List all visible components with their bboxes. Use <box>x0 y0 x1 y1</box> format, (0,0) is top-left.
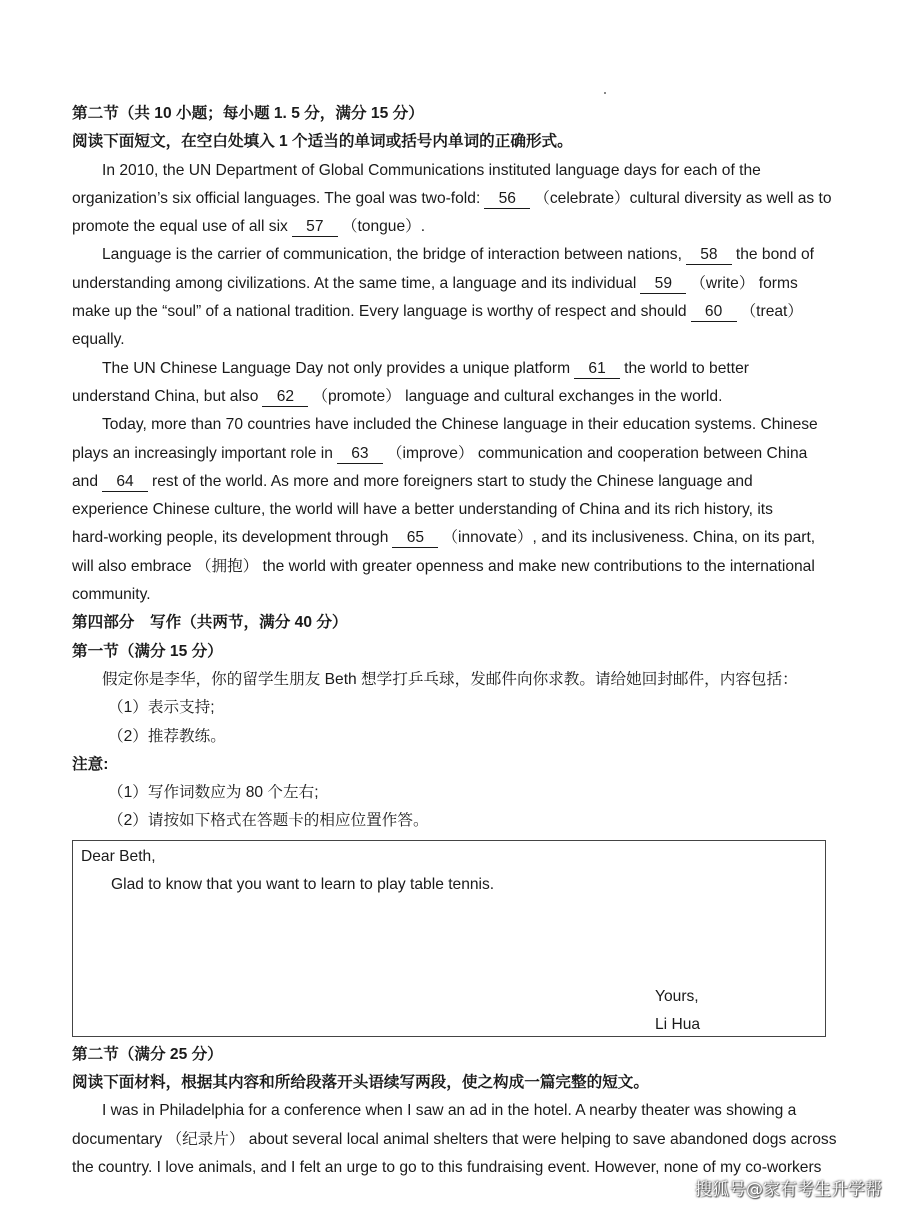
blank-65: 65 <box>392 529 438 548</box>
part4-section2-instruction: 阅读下面材料，根据其内容和所给段落开头语续写两段，使之构成一篇完整的短文。 <box>72 1074 649 1092</box>
story-line: documentary （纪录片） about several local animal shelters that were helping to save abandoned dogs across <box>72 1130 837 1148</box>
blank-60: 60 <box>691 303 737 322</box>
letter-signature: Li Hua <box>655 1015 701 1033</box>
part4-title: 第四部分 写作（共两节，满分 40 分） <box>72 614 348 632</box>
passage-line: The UN Chinese Language Day not only provides a unique platform 61 the world to better <box>102 359 749 377</box>
note-item: （2）请按如下格式在答题卡的相应位置作答。 <box>108 812 429 830</box>
passage-line: experience Chinese culture, the world will have a better understanding of China and its rich history, its <box>72 501 773 519</box>
passage-line: equally. <box>72 331 125 349</box>
blank-61: 61 <box>574 360 620 379</box>
passage-line: will also embrace （拥抱） the world with greater openness and make new contributions to the international <box>72 557 815 575</box>
blank-64: 64 <box>102 473 148 492</box>
passage-line: Today, more than 70 countries have included the Chinese language in their education systems. Chinese <box>102 416 818 434</box>
passage-line: In 2010, the UN Department of Global Communications instituted language days for each of the <box>102 161 761 179</box>
letter-greeting: Dear Beth, <box>81 847 156 865</box>
blank-59: 59 <box>640 275 686 294</box>
blank-63: 63 <box>337 445 383 464</box>
passage-line: make up the “soul” of a national tradition. Every language is worthy of respect and should 60 （treat） <box>72 303 803 321</box>
part4-section1-title: 第一节（满分 15 分） <box>72 642 223 660</box>
letter-opening: Glad to know that you want to learn to play table tennis. <box>111 875 495 893</box>
passage-line: community. <box>72 586 151 604</box>
passage-line: Language is the carrier of communication, the bridge of interaction between nations, 58 the bond of <box>102 246 814 264</box>
story-line: the country. I love animals, and I felt an urge to go to this fundraising event. However, none of my co-workers <box>72 1158 822 1176</box>
note-item: （1）写作词数应为 80 个左右; <box>108 784 319 802</box>
letter-box <box>72 840 826 1037</box>
section2-title: 第二节（共 10 小题；每小题 1. 5 分，满分 15 分） <box>72 105 424 122</box>
letter-closing: Yours, <box>655 987 699 1005</box>
watermark: 搜狐号@家有考生升学帮 <box>695 1180 882 1200</box>
passage-line: understand China, but also 62 （promote） language and cultural exchanges in the world. <box>72 387 723 405</box>
part4-section2-title: 第二节（满分 25 分） <box>72 1045 223 1063</box>
passage-line: promote the equal use of all six 57 （tongue）. <box>72 218 426 236</box>
scan-dot <box>604 92 606 94</box>
passage-line: plays an increasingly important role in 63 （improve） communication and cooperation between China <box>72 444 808 462</box>
exam-page <box>72 100 837 1182</box>
story-line: I was in Philadelphia for a conference when I saw an ad in the hotel. A nearby theater was showing a <box>102 1102 797 1120</box>
blank-56: 56 <box>484 190 530 209</box>
passage-line: hard-working people, its development through 65 （innovate）, and its inclusiveness. China, on its part, <box>72 529 816 547</box>
notes-title: 注意: <box>72 755 109 773</box>
passage-line: understanding among civilizations. At the same time, a language and its individual 59 （write） forms <box>72 274 798 292</box>
part4-section1-prompt: 假定你是李华，你的留学生朋友 Beth 想学打乒乓球，发邮件向你求教。请给她回封邮件，内容包括： <box>102 670 798 688</box>
blank-57: 57 <box>292 218 338 237</box>
prompt-item: （1）表示支持; <box>108 699 215 717</box>
passage-line: and 64 rest of the world. As more and more foreigners start to study the Chinese language and <box>72 472 753 490</box>
blank-62: 62 <box>262 388 308 407</box>
passage-line: organization’s six official languages. The goal was two-fold: 56 （celebrate）cultural diversity as well as to <box>72 189 832 207</box>
section2-instruction: 阅读下面短文，在空白处填入 1 个适当的单词或括号内单词的正确形式。 <box>72 133 573 151</box>
blank-58: 58 <box>686 246 732 265</box>
prompt-item: （2）推荐教练。 <box>108 727 226 745</box>
